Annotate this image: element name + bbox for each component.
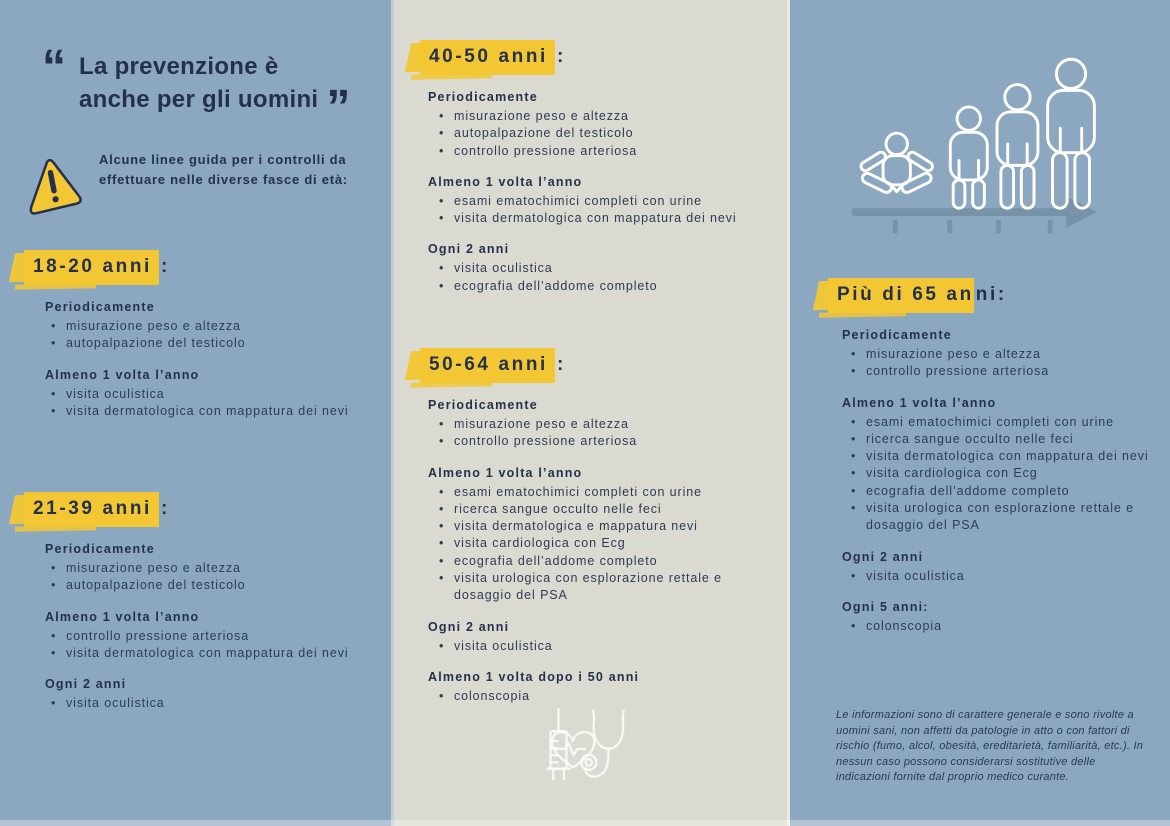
quote-title: La prevenzione è anche per gli uomini ”: [79, 53, 348, 134]
group-items: [428, 193, 782, 228]
quote-line-1: La prevenzione è: [79, 53, 279, 80]
list-item: • misurazione peso e altezza: [850, 346, 1150, 363]
list-item: • visita dermatologica con mappatura dei nevi: [50, 403, 372, 420]
list-item: • misurazione peso e altezza: [438, 108, 782, 125]
fold-line-right: [787, 0, 790, 826]
list-item: • esami ematochimici completi con urine: [438, 484, 782, 501]
schedule-group: [428, 620, 782, 655]
list-item: • controllo pressione arteriosa: [850, 363, 1150, 380]
list-item: • esami ematochimici completi con urine: [438, 193, 782, 210]
schedule-group: [428, 398, 782, 451]
group-items: [842, 414, 1150, 535]
list-item: • ricerca sangue occulto nelle feci: [438, 501, 782, 518]
group-items: [45, 386, 372, 421]
panel-right: [790, 0, 1170, 826]
list-item: • visita oculistica: [438, 638, 782, 655]
schedule-group: [428, 175, 782, 228]
section-title: [24, 492, 372, 527]
group-items: [428, 416, 782, 451]
group-heading: Almeno 1 volta l’anno: [45, 367, 200, 382]
fold-line-left: [391, 0, 394, 826]
group-items: [428, 638, 782, 655]
group-heading: Ogni 5 anni:: [842, 599, 929, 614]
list-item: • autopalpazione del testicolo: [50, 577, 372, 594]
section-title: [828, 278, 1150, 313]
section-title-highlight: 21-39 anni: [24, 492, 159, 527]
section-title-rest: :: [160, 256, 170, 277]
group-heading: Periodicamente: [45, 300, 155, 314]
page-bottom-edge: [0, 820, 1170, 826]
section-40-50-anni: [420, 40, 782, 295]
schedule-group: [842, 600, 1150, 635]
list-item: • autopalpazione del testicolo: [50, 335, 372, 352]
list-item: • controllo pressione arteriosa: [438, 433, 782, 450]
list-item: • esami ematochimici completi con urine: [850, 414, 1150, 431]
schedule-group: [45, 542, 372, 595]
schedule-group: [842, 396, 1150, 535]
section-piu-di-65-anni: [828, 278, 1150, 635]
group-items: [45, 628, 372, 663]
teen-figure: [997, 85, 1038, 209]
growth-timeline-icon: [850, 44, 1108, 239]
list-item: • visita oculistica: [50, 386, 372, 403]
schedule-group: [45, 610, 372, 663]
schedule-group: [45, 300, 372, 353]
adult-figure: [1048, 59, 1095, 208]
group-heading: Periodicamente: [842, 328, 952, 342]
health-checkup-icon: [538, 700, 636, 798]
group-items: [842, 568, 1150, 585]
list-item: • misurazione peso e altezza: [50, 560, 372, 577]
list-item: • autopalpazione del testicolo: [438, 125, 782, 142]
group-items: [428, 484, 782, 605]
group-items: [45, 318, 372, 353]
schedule-group: [45, 368, 372, 421]
section-title-rest: ni:: [975, 284, 1007, 305]
section-title-rest: :: [556, 46, 566, 67]
schedule-group: [428, 90, 782, 160]
group-heading: Ogni 2 anni: [45, 677, 127, 692]
schedule-group: [45, 677, 372, 712]
quote-block: [42, 41, 372, 134]
schedule-group: [428, 466, 782, 605]
section-title-rest: :: [556, 354, 566, 375]
list-item: • ecografia dell’addome completo: [438, 553, 782, 570]
baby-figure: [859, 133, 934, 194]
group-items: [428, 108, 782, 160]
section-title: [420, 348, 782, 383]
group-items: [45, 695, 372, 712]
group-heading: Almeno 1 volta l’anno: [45, 609, 200, 624]
list-item: • visita oculistica: [850, 568, 1150, 585]
schedule-group: [428, 242, 782, 295]
quote-line-2: anche per gli uomini: [79, 86, 319, 113]
group-heading: Almeno 1 volta dopo i 50 anni: [428, 669, 640, 684]
group-heading: Periodicamente: [45, 542, 155, 556]
section-title: [24, 250, 372, 285]
group-items: [842, 618, 1150, 635]
group-heading: Ogni 2 anni: [428, 619, 510, 634]
list-item: • visita dermatologica e mappatura nevi: [438, 518, 782, 535]
list-item: • visita cardiologica con Ecg: [438, 535, 782, 552]
warning-icon: [18, 152, 87, 218]
list-item: • misurazione peso e altezza: [438, 416, 782, 433]
schedule-group: [842, 550, 1150, 585]
list-item: • visita dermatologica con mappatura dei nevi: [50, 645, 372, 662]
list-item: • visita dermatologica con mappatura dei nevi: [438, 210, 782, 227]
group-items: [45, 560, 372, 595]
section-title: [420, 40, 782, 75]
section-title-highlight: 40-50 anni: [420, 40, 555, 75]
list-item: • ecografia dell’addome completo: [438, 278, 782, 295]
group-heading: Periodicamente: [428, 90, 538, 104]
child-figure: [950, 107, 987, 208]
section-title-highlight: Più di 65 an: [828, 278, 974, 313]
section-21-39-anni: [24, 492, 372, 712]
group-heading: Ogni 2 anni: [428, 242, 510, 257]
list-item: • visita oculistica: [438, 260, 782, 277]
list-item: • ricerca sangue occulto nelle feci: [850, 431, 1150, 448]
list-item: • ecografia dell’addome completo: [850, 483, 1150, 500]
section-title-rest: :: [160, 498, 170, 519]
intro-text: Alcune linee guida per i controlli da effettuare nelle diverse fasce di età:: [99, 152, 348, 187]
list-item: • visita oculistica: [50, 695, 372, 712]
group-heading: Almeno 1 volta l’anno: [428, 465, 583, 480]
disclaimer-text: Le informazioni sono di carattere generale e sono rivolte a uomini sani, non affetti da patologie in atto o con fattori di rischio (fumo, alcol, obesità, ereditarietà, familiarità, etc.). In nessun caso possono considerarsi sostitutive delle indicazioni fornite dal proprio medico curante.: [836, 709, 1144, 784]
list-item: • misurazione peso e altezza: [50, 318, 372, 335]
timeline-arrow: [852, 197, 1097, 234]
panel-left: [0, 0, 394, 826]
list-item: • visita dermatologica con mappatura dei nevi: [850, 448, 1150, 465]
section-title-highlight: 50-64 anni: [420, 348, 555, 383]
group-heading: Periodicamente: [428, 398, 538, 412]
group-items: [842, 346, 1150, 381]
schedule-group: [842, 328, 1150, 381]
list-item: • visita cardiologica con Ecg: [850, 465, 1150, 482]
list-item: • visita urologica con esplorazione rettale e dosaggio del PSA: [438, 570, 782, 605]
list-item: • controllo pressione arteriosa: [50, 628, 372, 645]
group-items: [428, 260, 782, 295]
section-title-highlight: 18-20 anni: [24, 250, 159, 285]
list-item: • colonscopia: [850, 618, 1150, 635]
section-18-20-anni: [24, 250, 372, 420]
section-50-64-anni: [420, 348, 782, 705]
list-item: • colonscopia: [438, 688, 782, 705]
list-item: • controllo pressione arteriosa: [438, 143, 782, 160]
open-quote-icon: “: [42, 41, 63, 94]
list-item: • visita urologica con esplorazione rettale e dosaggio del PSA: [850, 500, 1150, 535]
group-heading: Almeno 1 volta l’anno: [428, 174, 583, 189]
group-heading: Ogni 2 anni: [842, 549, 924, 564]
panel-middle: [394, 0, 790, 826]
intro-block: [22, 148, 378, 214]
group-heading: Almeno 1 volta l’anno: [842, 395, 997, 410]
